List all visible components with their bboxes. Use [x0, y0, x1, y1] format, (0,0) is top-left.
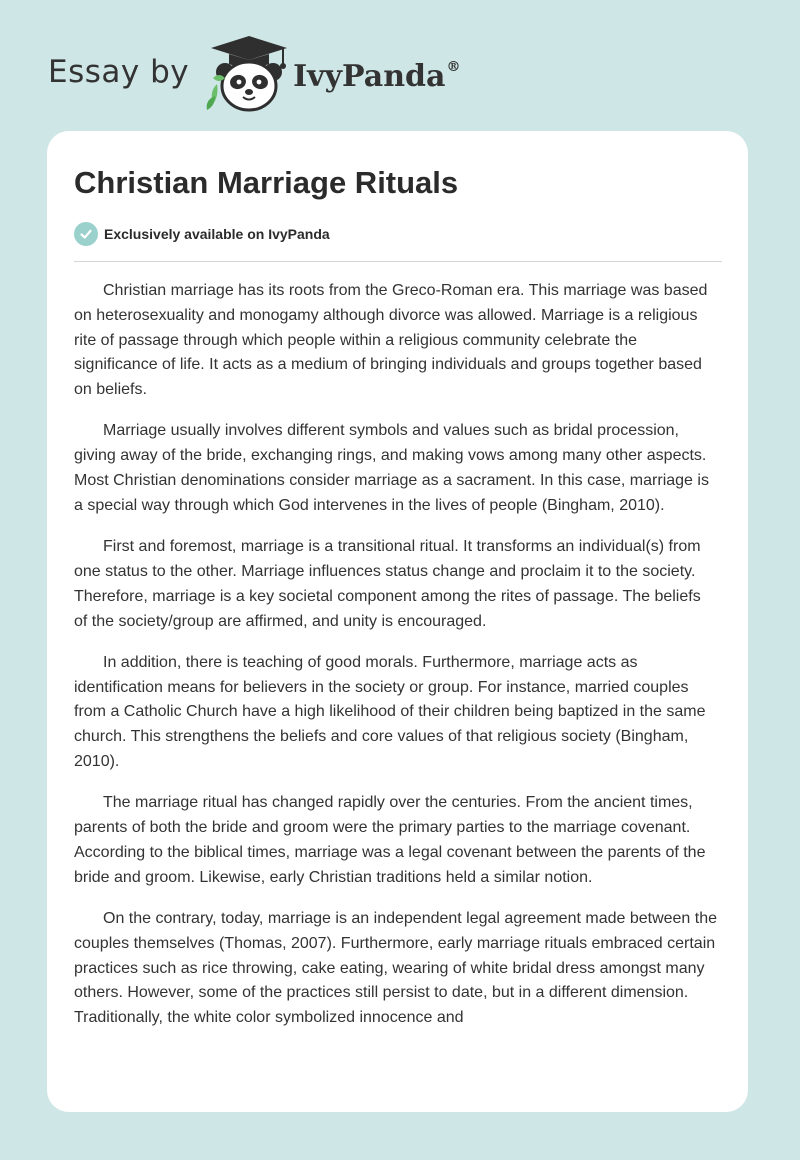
divider [74, 261, 722, 262]
check-icon [74, 222, 98, 246]
essay-body [74, 279, 718, 1048]
paragraph: On the contrary, today, marriage is an independent legal agreement made between the couples themselves (Thomas, 2007). Furthermore, early marriage rituals embraced certain practices such as rice throwing, cake eating, wearing of white bridal dress amongst many others. However, some of the practices still persist to date, but in a different dimension. Traditionally, the white color symbolized innocence and [74, 910, 718, 1027]
registered-mark: ® [446, 58, 461, 75]
paragraph: In addition, there is teaching of good morals. Furthermore, marriage acts as identification means for believers in the society or group. For instance, married couples from a Catholic Church have a high likelihood of their children being baptized in the same church. This strengthens the beliefs and core values of that religious society (Bingham, 2010). [74, 653, 706, 771]
essay-by-label: Essay by [48, 54, 190, 90]
essay-card [47, 131, 748, 1112]
site-header [48, 34, 460, 114]
panda-logo-icon[interactable] [203, 34, 293, 114]
brand-name[interactable]: IvyPanda® [293, 58, 461, 94]
exclusive-badge [74, 222, 330, 246]
paragraph: Christian marriage has its roots from the Greco-Roman era. This marriage was based on heterosexuality and monogamy although divorce was allowed. Marriage is a religious rite of passage through which people within a religious community celebrate the significance of life. It acts as a medium of bringing individuals and groups together based on beliefs. [74, 282, 708, 399]
paragraph: The marriage ritual has changed rapidly over the centuries. From the ancient times, parents of both the bride and groom were the primary parties to the marriage covenant. According to the biblical times, marriage was a legal covenant between the parents of the bride and groom. Likewise, early Christian traditions held a similar notion. [74, 794, 706, 886]
page-title: Christian Marriage Rituals [74, 165, 459, 200]
exclusive-badge-label: Exclusively available on IvyPanda [104, 226, 330, 242]
paragraph: First and foremost, marriage is a transitional ritual. It transforms an individual(s) from one status to the other. Marriage influences status change and proclaim it to the society. Therefore, marriage is a key societal component among the rites of passage. The beliefs of the society/group are affirmed, and unity is encouraged. [74, 538, 701, 630]
paragraph: Marriage usually involves different symbols and values such as bridal procession, giving away of the bride, exchanging rings, and making vows among many other aspects. Most Christian denominations consider marriage as a sacrament. In this case, marriage is a special way through which God intervenes in the lives of people (Bingham, 2010). [74, 422, 709, 514]
